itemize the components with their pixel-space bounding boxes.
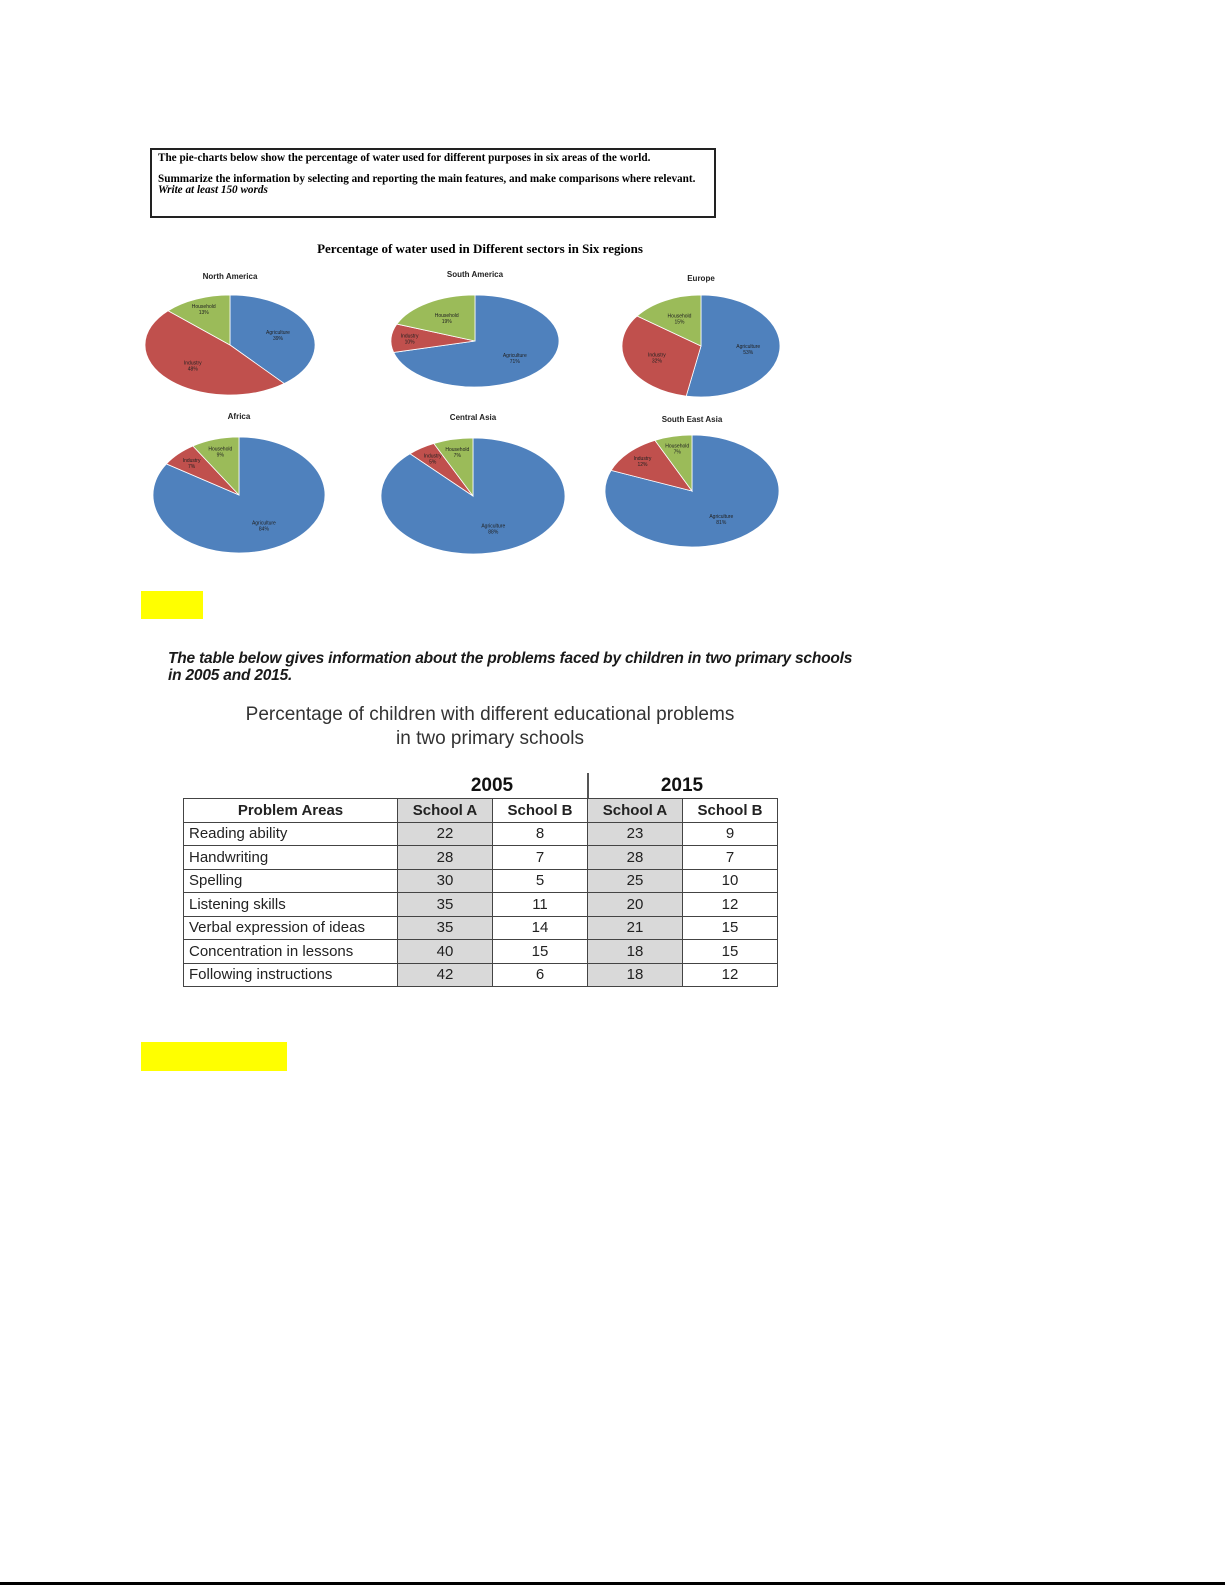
slice-value-label: 12% — [637, 462, 648, 469]
header-problem-areas: Problem Areas — [184, 799, 398, 823]
slice-value-label: 10% — [404, 339, 415, 346]
task-instruction: Summarize the information by selecting and reporting the main features, and make comparisons where relevant. — [158, 172, 696, 185]
cell-value: 28 — [588, 846, 683, 870]
header-2005-school-a: School A — [398, 799, 493, 823]
cell-value: 15 — [493, 940, 588, 964]
cell-value: 12 — [683, 893, 778, 917]
slice-label: Household — [434, 313, 459, 320]
cell-value: 12 — [683, 963, 778, 987]
row-label: Following instructions — [184, 963, 398, 987]
slice-value-label: 71% — [509, 358, 520, 365]
table-row — [184, 869, 778, 893]
row-label: Concentration in lessons — [184, 940, 398, 964]
pie-africa — [153, 412, 325, 553]
pie-title: South East Asia — [661, 415, 723, 424]
year-2015-heading: 2015 — [660, 775, 704, 796]
problems-table — [183, 798, 778, 987]
pie-charts — [140, 262, 820, 572]
row-label: Reading ability — [184, 822, 398, 846]
pie-title: Central Asia — [449, 413, 497, 422]
cell-value: 9 — [683, 822, 778, 846]
cell-value: 35 — [398, 916, 493, 940]
cell-value: 14 — [493, 916, 588, 940]
slice-label: Agriculture — [481, 523, 506, 530]
cell-value: 28 — [398, 846, 493, 870]
cell-value: 7 — [683, 846, 778, 870]
header-2015-school-a: School A — [588, 799, 683, 823]
pie-title: Europe — [687, 274, 715, 283]
slice-value-label: 7% — [453, 452, 461, 459]
slice-value-label: 32% — [651, 358, 662, 365]
pie-title: North America — [202, 272, 258, 281]
highlight-marker — [141, 1042, 287, 1071]
slice-label: Industry — [633, 456, 652, 463]
cell-value: 18 — [588, 940, 683, 964]
pie-south-america — [391, 270, 559, 387]
row-label: Handwriting — [184, 846, 398, 870]
table-title — [182, 703, 798, 751]
highlight-marker — [141, 591, 203, 619]
row-label: Spelling — [184, 869, 398, 893]
slice-label: Household — [208, 446, 233, 453]
task-description: The pie-charts below show the percentage of water used for different purposes in six areas of the world. — [158, 152, 651, 164]
cell-value: 6 — [493, 963, 588, 987]
cell-value: 20 — [588, 893, 683, 917]
cell-value: 10 — [683, 869, 778, 893]
word-count-note: Write at least 150 words — [158, 184, 268, 196]
pie-south-east-asia — [605, 415, 779, 547]
slice-label: Industry — [400, 333, 419, 340]
cell-value: 23 — [588, 822, 683, 846]
cell-value: 25 — [588, 869, 683, 893]
slice-label: Agriculture — [266, 329, 290, 336]
slice-value-label: 7% — [187, 464, 196, 470]
cell-value: 40 — [398, 940, 493, 964]
header-2005-school-b: School B — [493, 799, 588, 823]
cell-value: 35 — [398, 893, 493, 917]
cell-value: 42 — [398, 963, 493, 987]
task-instructions-box — [150, 148, 716, 218]
pie-central-asia — [381, 413, 565, 554]
slice-value-label: 15% — [674, 319, 685, 326]
cell-value: 5 — [493, 869, 588, 893]
cell-value: 22 — [398, 822, 493, 846]
slice-value-label: 48% — [187, 366, 198, 373]
table-row — [184, 846, 778, 870]
slice-value-label: 5% — [429, 459, 437, 466]
slice-value-label: 88% — [488, 529, 499, 536]
pie-charts-title: Percentage of water used in Different sectors in Six regions — [317, 241, 643, 256]
slice-value-label: 84% — [258, 526, 269, 533]
cell-value: 30 — [398, 869, 493, 893]
table-row — [184, 963, 778, 987]
slice-label: Industry — [423, 453, 442, 460]
cell-value: 15 — [683, 916, 778, 940]
slice-label: Industry — [182, 458, 201, 464]
slice-value-label: 19% — [441, 319, 452, 326]
slice-label: Industry — [648, 352, 666, 359]
slice-label: Agriculture — [736, 343, 761, 350]
table-row — [184, 940, 778, 964]
table-row — [184, 822, 778, 846]
table-header-row — [184, 799, 778, 823]
cell-value: 21 — [588, 916, 683, 940]
slice-value-label: 81% — [716, 519, 727, 526]
cell-value: 8 — [493, 822, 588, 846]
slice-label: Industry — [183, 360, 202, 367]
table-row — [184, 916, 778, 940]
slice-label: Agriculture — [502, 352, 527, 359]
pie-europe — [622, 274, 780, 397]
cell-value: 7 — [493, 846, 588, 870]
pie-title: Africa — [227, 412, 251, 421]
table-title-line-2: in two primary schools — [396, 728, 584, 749]
slice-label: Agriculture — [251, 520, 276, 527]
slice-label: Agriculture — [709, 513, 734, 520]
slice-label: Household — [665, 443, 690, 450]
year-2005-heading: 2005 — [470, 775, 514, 796]
pie-title: South America — [446, 270, 504, 279]
slice-value-label: 39% — [272, 335, 284, 342]
slice-value-label: 7% — [673, 449, 681, 456]
header-2015-school-b: School B — [683, 799, 778, 823]
cell-value: 18 — [588, 963, 683, 987]
table-title-line-1: Percentage of children with different educational problems — [245, 704, 735, 725]
row-label: Listening skills — [184, 893, 398, 917]
table-intro-text: The table below gives information about the problems faced by children in two primary schools in 2005 and 2015. — [168, 650, 853, 684]
slice-label: Household — [667, 313, 692, 320]
slice-value-label: 13% — [198, 310, 209, 317]
row-label: Verbal expression of ideas — [184, 916, 398, 940]
slice-value-label: 9% — [216, 452, 224, 459]
table-row — [184, 893, 778, 917]
slice-label: Household — [191, 304, 216, 311]
pie-north-america — [145, 272, 315, 395]
cell-value: 11 — [493, 893, 588, 917]
slice-label: Household — [445, 446, 470, 453]
slice-value-label: 53% — [743, 349, 754, 356]
cell-value: 15 — [683, 940, 778, 964]
